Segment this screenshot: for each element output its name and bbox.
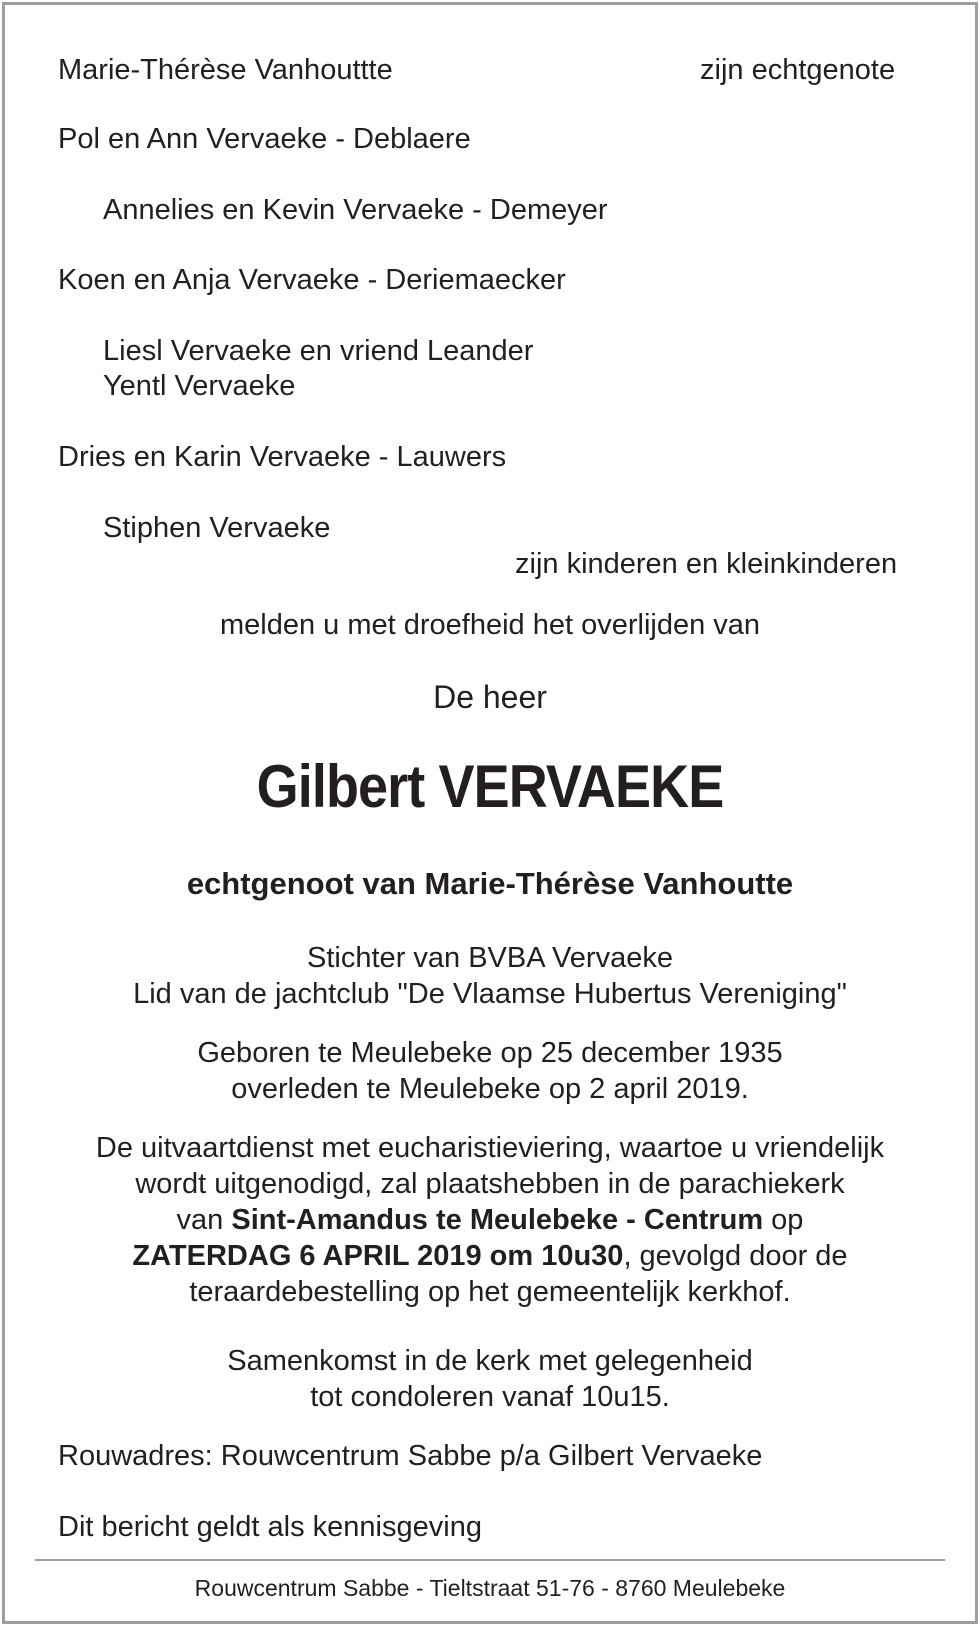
service-line-4: ZATERDAG 6 APRIL 2019 om 10u30, gevolgd door de [132, 1240, 848, 1272]
footer-funeral-home: Rouwcentrum Sabbe - Tieltstraat 51-76 - 8760 Meulebeke [194, 1575, 786, 1601]
service-date: ZATERDAG 6 APRIL 2019 om 10u30 [132, 1240, 624, 1272]
born-line: Geboren te Meulebeke op 25 december 1935 [197, 1037, 783, 1069]
children-role: zijn kinderen en kleinkinderen [515, 548, 898, 580]
mourning-address: Rouwadres: Rouwcentrum Sabbe p/a Gilbert Vervaeke [58, 1440, 763, 1472]
child-2: Koen en Anja Vervaeke - Deriemaecker [58, 264, 566, 296]
spouse-name: Marie-Thérèse Vanhouttte [58, 54, 393, 86]
deceased-name: Gilbert VERVAEKE [256, 753, 724, 820]
grandchild-1: Annelies en Kevin Vervaeke - Demeyer [103, 194, 608, 226]
grandchild-2b: Yentl Vervaeke [103, 370, 296, 402]
child-1: Pol en Ann Vervaeke - Deblaere [58, 123, 471, 155]
grandchild-3: Stiphen Vervaeke [103, 512, 331, 544]
role-line-2: Lid van de jachtclub "De Vlaamse Hubertus Vereniging" [133, 978, 847, 1010]
intro-line: melden u met droefheid het overlijden van [219, 609, 761, 641]
service-line-1: De uitvaartdienst met eucharistieviering, waartoe u vriendelijk [95, 1132, 885, 1164]
service-line-3: van Sint-Amandus te Meulebeke - Centrum op [176, 1204, 804, 1236]
grandchild-2a: Liesl Vervaeke en vriend Leander [103, 335, 534, 367]
spouse-of-line: echtgenoot van Marie-Thérèse Vanhoutte [186, 866, 794, 901]
service-line-5: teraardebestelling op het gemeentelijk kerkhof. [189, 1276, 791, 1308]
service-line-2: wordt uitgenodigd, zal plaatshebben in de parachiekerk [135, 1168, 845, 1200]
spouse-role: zijn echtgenote [700, 54, 896, 86]
church-name: Sint-Amandus te Meulebeke - Centrum [231, 1204, 764, 1236]
gathering-line-1: Samenkomst in de kerk met gelegenheid [227, 1345, 753, 1377]
notice-line: Dit bericht geldt als kennisgeving [58, 1511, 482, 1543]
child-3: Dries en Karin Vervaeke - Lauwers [58, 441, 507, 473]
title-line: De heer [433, 679, 547, 715]
role-line-1: Stichter van BVBA Vervaeke [307, 942, 673, 974]
died-line: overleden te Meulebeke op 2 april 2019. [231, 1073, 749, 1105]
gathering-line-2: tot condoleren vanaf 10u15. [310, 1381, 670, 1413]
footer-divider [35, 1559, 945, 1561]
